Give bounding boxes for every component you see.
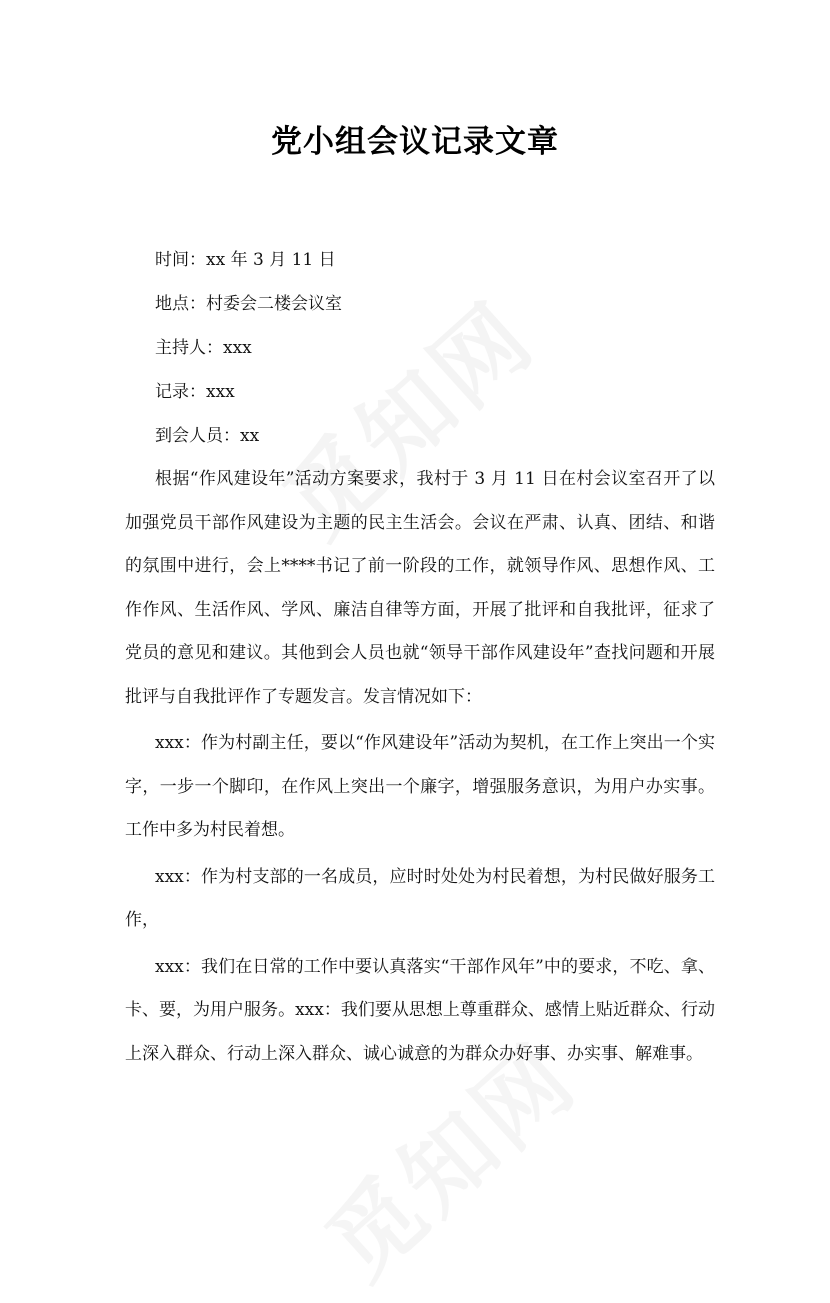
document-body bbox=[125, 238, 715, 1076]
meeting-time: 时间：xx 年 3 月 11 日 bbox=[155, 250, 336, 270]
meeting-recorder: 记录：xxx bbox=[155, 382, 235, 402]
paragraph-summary: 根据“作风建设年”活动方案要求，我村于 3 月 11 日在村会议室召开了以加强党员干部作风建设为主题的民主生活会。会议在严肃、认真、团结、和谐的氛围中进行，会上****书记了前一阶段的工作，就领导作风、思想作风、工作作风、生活作风、学风、廉洁自律等方面，开展了批评和自我批评，征求了党员的意见和建议。其他到会人员也就“领导干部作风建设年”查找问题和开展批评与自我批评作了专题发言。发言情况如下： bbox=[125, 469, 715, 707]
meeting-host: 主持人：xxx bbox=[155, 338, 252, 358]
document-title: 党小组会议记录文章 bbox=[271, 124, 559, 160]
paragraph-speech-2: xxx：作为村支部的一名成员，应时时处处为村民着想，为村民做好服务工作， bbox=[125, 866, 715, 930]
meeting-attendees: 到会人员：xx bbox=[155, 426, 260, 446]
paragraph-speech-1: xxx：作为村副主任，要以“作风建设年”活动为契机，在工作上突出一个实字，一步一个脚印，在作风上突出一个廉字，增强服务意识，为用户办实事。工作中多为村民着想。 bbox=[125, 733, 715, 840]
paragraph-speech-3: xxx：我们在日常的工作中要认真落实“干部作风年”中的要求，不吃、拿、卡、要，为用户服务。xxx：我们要从思想上尊重群众、感情上贴近群众、行动上深入群众、行动上深入群众、诚心诚意的为群众办好事、办实事、解难事。 bbox=[125, 956, 715, 1064]
meeting-place: 地点：村委会二楼会议室 bbox=[155, 294, 342, 314]
